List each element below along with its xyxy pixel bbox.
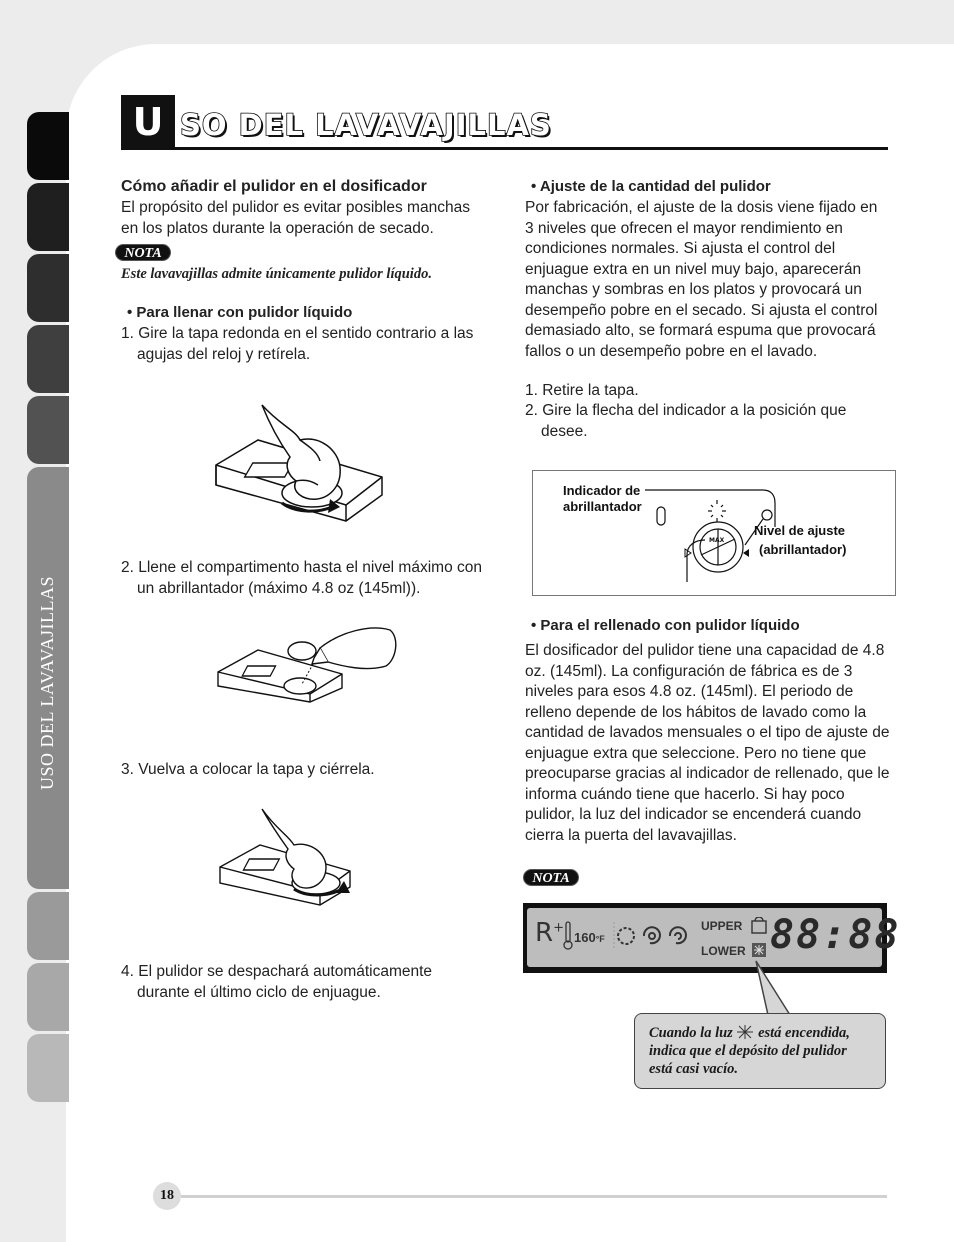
illustration-remove-cap (200, 395, 400, 530)
footer-rule (181, 1195, 887, 1198)
step-1: 1. Gire la tapa redonda en el sentido contrario a las agujas del reloj y retírela. (121, 325, 474, 363)
section-heading: Cómo añadir el pulidor en el dosificador (121, 178, 427, 195)
nota-badge-2: NOTA (523, 869, 579, 886)
adjust-heading: • Ajuste de la cantidad del pulidor (531, 178, 771, 195)
temp-value: 160°F (574, 930, 605, 945)
step-2: 2. Llene el compartimento hasta el nivel máximo con un abrillantador (máximo 4.8 oz (145ml)). (121, 559, 482, 597)
refill-text: El dosificador del pulidor tiene una capacidad de 4.8 oz. (145ml). La configuración de fábrica es de 3 niveles para esos 4.8 oz. (145ml). El periodo de relleno depende de los hábitos de lavado como la cantidad de lavados mensuales o el tipo de ajuste de enjuague extra que seleccione. Pero no tiene que preocuparse gracias al indicador de rellenado, que le informa cuándo tiene que hacerlo. Si hay poco pulidor, la luz del indicador se encenderá cuando cierra la puerta del lavavajillas. (525, 642, 890, 844)
wash-cycle-icons (612, 920, 694, 950)
step-4: 4. El pulidor se despachará automáticamente durante el último ciclo de enjuague. (121, 963, 433, 1001)
callout-pointer (750, 955, 795, 1017)
nota-text: Este lavavajillas admite únicamente pulidor líquido. (121, 266, 432, 282)
time-display: 88:88 (770, 912, 901, 958)
sidebar-tab (27, 112, 69, 180)
sidebar-section-label: USO DEL LAVAVAJILLAS (37, 575, 57, 790)
level-label-line-2: (abrillantador) (759, 542, 847, 557)
dial-drawing (645, 485, 785, 590)
title-underline (121, 147, 888, 150)
lock-and-rinse-icons (750, 917, 768, 959)
sidebar-tab (27, 892, 69, 960)
page-title: SO DEL LAVAVAJILLAS (180, 108, 552, 142)
lower-label: LOWER (701, 944, 746, 958)
fill-heading: • Para llenar con pulidor líquido (127, 304, 353, 321)
callout-text-b: está encendida, indica que el depósito del pulidor está casi vacío. (649, 1025, 850, 1077)
adjust-text: Por fabricación, el ajuste de la dosis viene fijado en 3 niveles que ofrecen el mayor rendimiento en condiciones normales. Si ajusta el control del enjuague extra en un nivel muy bajo, aparecerán manchas y sombras en los platos y provocará un desempeño pobre en el secado. Si ajusta el control demasiado alto, se formará espuma que provocará fallos o un desempeño pobre en el lavado. (525, 199, 878, 360)
step-3: 3. Vuelva a colocar la tapa y ciérrela. (121, 761, 375, 778)
sparkle-icon (736, 1024, 754, 1040)
thermometer-icon (562, 920, 574, 950)
upper-label: UPPER (701, 919, 743, 933)
sidebar-tab (27, 325, 69, 393)
page-number: 18 (160, 1188, 174, 1203)
refill-heading: • Para el rellenado con pulidor líquido (531, 617, 800, 634)
adjust-step-2: 2. Gire la flecha del indicador a la posición que desee. (525, 402, 847, 440)
sidebar-tab (27, 254, 69, 322)
intro-text: El propósito del pulidor es evitar posibles manchas en los platos durante la operación de secado. (121, 199, 470, 237)
illustration-pour-rinse-aid (210, 620, 410, 705)
indicator-label: Indicador de abrillantador (563, 483, 642, 514)
rinse-indicator: R+ (535, 918, 564, 948)
sidebar-tab (27, 183, 69, 251)
level-label-line-1: Nivel de ajuste (754, 523, 846, 538)
callout-note (634, 1013, 886, 1089)
title-initial: U (132, 100, 164, 144)
dial-max-text: MAX (709, 537, 725, 544)
sidebar-tab (27, 396, 69, 464)
sidebar-tab (27, 1034, 69, 1102)
illustration-replace-cap (210, 805, 370, 910)
nota-badge: NOTA (115, 244, 171, 261)
adjust-step-1: 1. Retire la tapa. (525, 382, 639, 399)
callout-text-a: Cuando la luz (649, 1025, 733, 1041)
sidebar-tab (27, 963, 69, 1031)
